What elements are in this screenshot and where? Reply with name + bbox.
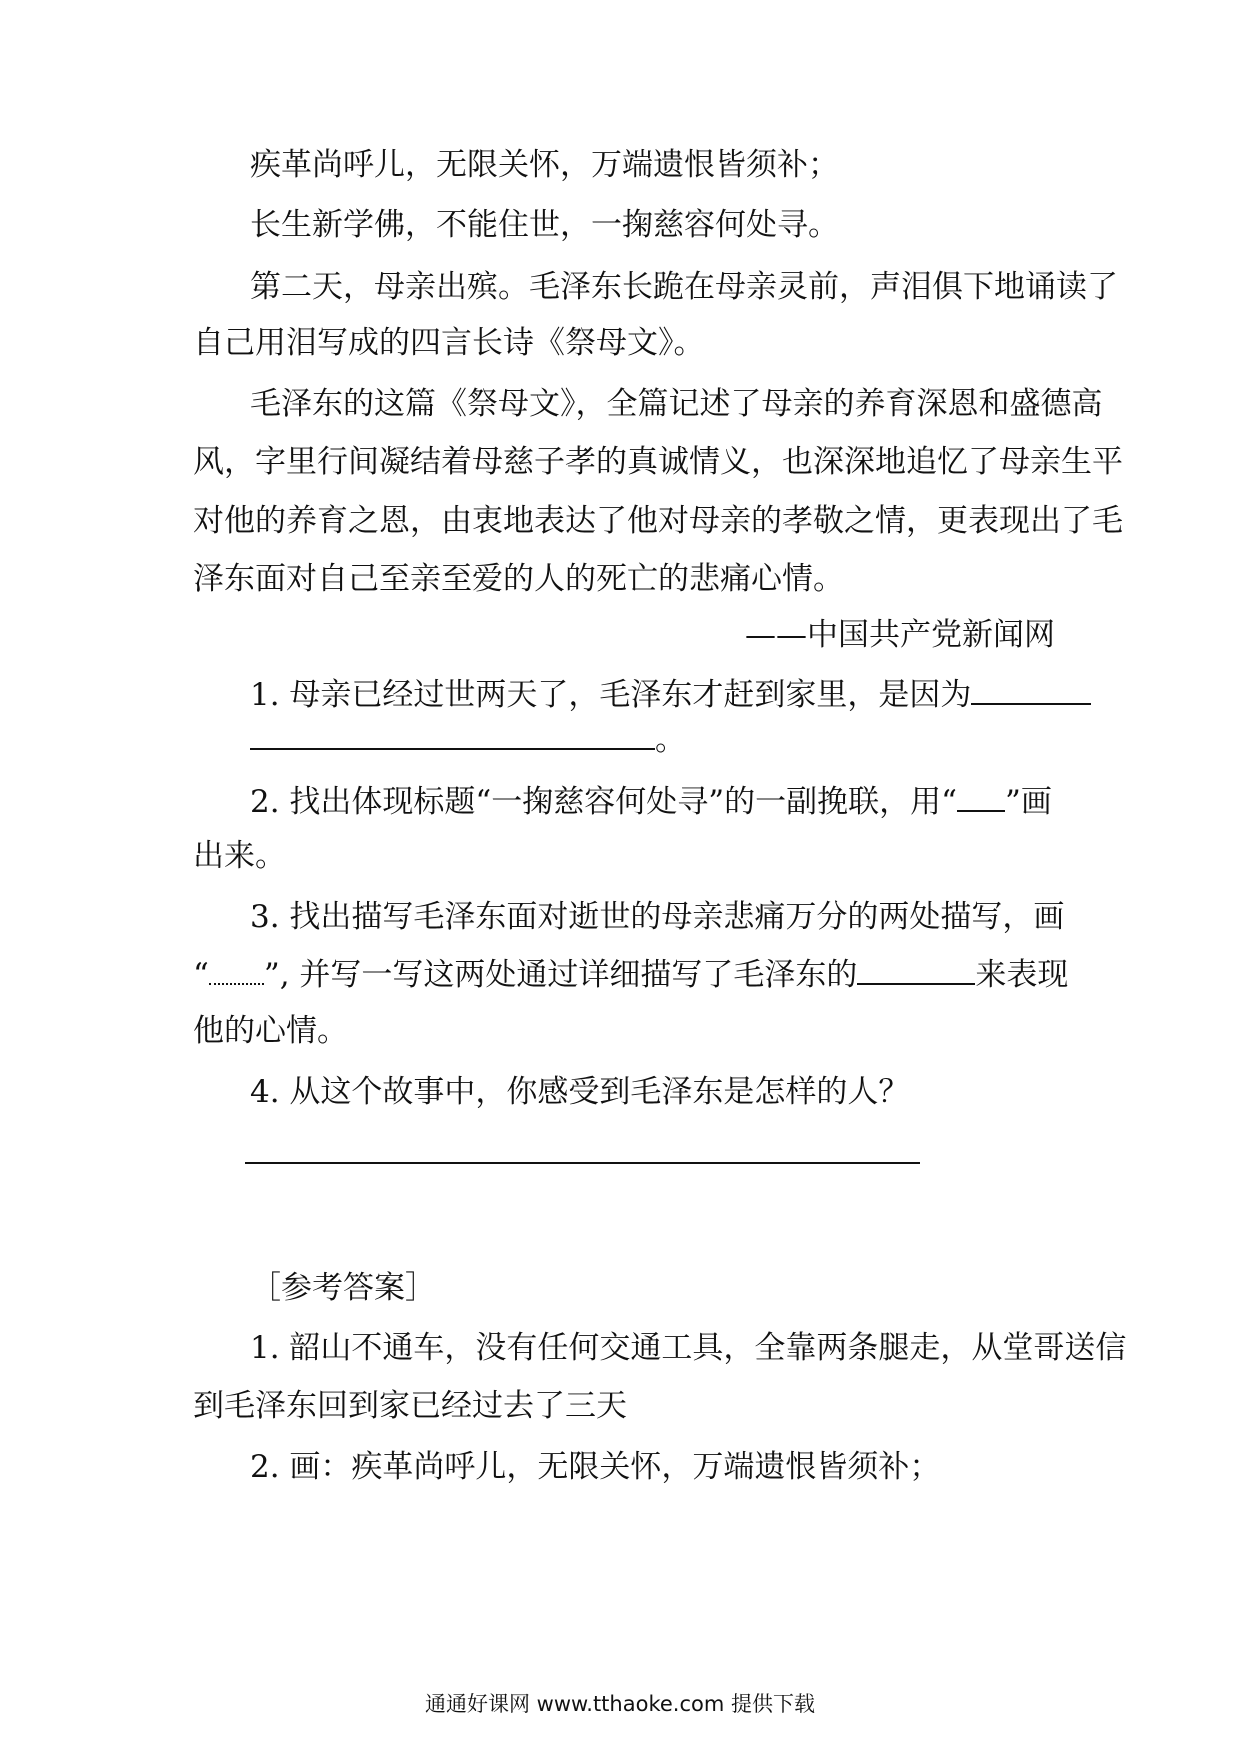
paragraph-line: 对他的养育之恩，由衷地表达了他对母亲的孝敬之情，更表现出了毛 [193, 503, 1123, 539]
answer-2-line: 2. 画：疾革尚呼儿，无限关怀，万端遗恨皆须补； [250, 1449, 941, 1485]
question-2-line-2: 出来。 [193, 838, 286, 874]
question-1-text: 1. 母亲已经过世两天了，毛泽东才赶到家里，是因为 [250, 677, 972, 713]
question-3-line-2 [0, 953, 1240, 995]
source-attribution: ——中国共产党新闻网 [745, 617, 1055, 653]
question-1-period: 。 [655, 722, 686, 758]
question-3-text-end: 来表现 [975, 957, 1069, 993]
elegy-line-2: 长生新学佛，不能住世，一掬慈容何处寻。 [250, 207, 839, 243]
question-3-text: ”, 并写一写这两处通过详细描写了毛泽东的 [263, 957, 858, 993]
question-2-text: 2. 找出体现标题“一掬慈容何处寻”的一副挽联，用“ [250, 784, 957, 820]
elegy-line-1: 疾革尚呼儿，无限关怀，万端遗恨皆须补； [250, 147, 839, 183]
paragraph-line: 毛泽东的这篇《祭母文》，全篇记述了母亲的养育深恩和盛德高 [250, 386, 1103, 422]
question-2-line [0, 780, 1240, 822]
question-3-line-3: 他的心情。 [193, 1013, 348, 1049]
question-3-line: 3. 找出描写毛泽东面对逝世的母亲悲痛万分的两处描写，画 [250, 899, 1065, 935]
question-4-line: 4. 从这个故事中，你感受到毛泽东是怎样的人？ [250, 1074, 910, 1110]
question-2-text-end: ”画 [1004, 784, 1052, 820]
question-3-wavy-sample [209, 953, 264, 985]
question-1-line-2 [0, 718, 1240, 760]
paragraph-line: 第二天，母亲出殡。毛泽东长跪在母亲灵前，声泪俱下地诵读了 [250, 269, 1118, 305]
question-4-answer-blank[interactable] [245, 1162, 920, 1164]
question-3-open-quote: “ [193, 957, 209, 993]
paragraph-line: 自己用泪写成的四言长诗《祭母文》。 [193, 325, 705, 361]
answer-heading: ［参考答案］ [250, 1270, 436, 1306]
question-1-blank-continued[interactable] [250, 718, 655, 750]
answer-1-line-2: 到毛泽东回到家已经过去了三天 [193, 1388, 627, 1424]
question-3-blank[interactable] [857, 953, 975, 985]
page-footer: 通通好课网 www.tthaoke.com 提供下载 [425, 1692, 815, 1716]
question-1-line [0, 673, 1240, 715]
question-1-blank[interactable] [971, 673, 1091, 705]
paragraph-line: 泽东面对自己至亲至爱的人的死亡的悲痛心情。 [193, 561, 844, 597]
paragraph-line: 风，字里行间凝结着母慈子孝的真诚情义，也深深地追忆了母亲生平 [193, 444, 1123, 480]
answer-1-line: 1. 韶山不通车，没有任何交通工具，全靠两条腿走，从堂哥送信 [250, 1330, 1127, 1366]
question-2-underline-sample [957, 780, 1005, 812]
